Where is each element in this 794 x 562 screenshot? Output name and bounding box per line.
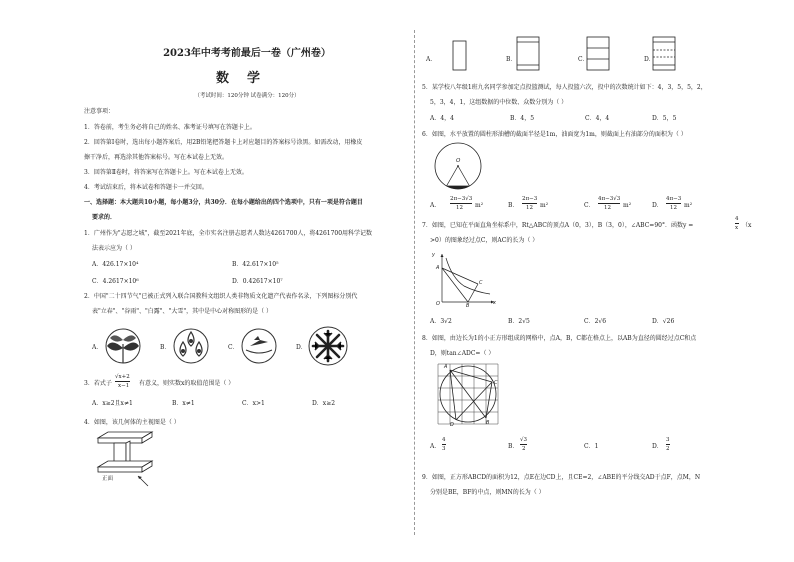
oil-tank-figure bbox=[434, 142, 484, 192]
q3-option-d: D．x≥2 bbox=[312, 400, 336, 407]
bird-icon bbox=[238, 326, 280, 366]
q6-option-a-num: 2π−3√3 bbox=[450, 196, 473, 202]
q8-option-a-num: 4 bbox=[442, 437, 446, 443]
q8-option-b-label: B． bbox=[508, 443, 519, 450]
section1-line2: 要求的． bbox=[92, 214, 117, 221]
q8-point-d-label: D bbox=[450, 422, 454, 428]
q6-option-b-label: B． bbox=[508, 202, 519, 209]
q7-line1: 7．如图，已知在平面直角坐标系中，Rt△ABC的顶点A（0，3），B（3，0），∠ABC=90°．函数y = bbox=[422, 222, 694, 229]
note-2-cont: 擦干净后，再选涂其他答案标号。写在本试卷上无效。 bbox=[84, 154, 229, 161]
q5-option-d: D．5，5 bbox=[652, 115, 677, 122]
q8-option-b-den: 2 bbox=[522, 446, 526, 452]
x-axis-label: x bbox=[493, 300, 496, 306]
q6-line1: 6．如图，水平放置的圆柱形油槽的截面半径是1m，油面宽为1m，则截面上有油部分的面积为（ ） bbox=[422, 131, 687, 138]
q7-option-d: D．√26 bbox=[652, 318, 675, 325]
point-c-label: C bbox=[479, 280, 483, 286]
q6-option-c-label: C． bbox=[584, 202, 595, 209]
exam-title: 2023年中考考前最后一卷（广州卷） bbox=[163, 48, 331, 59]
q8-option-d-den: 2 bbox=[666, 446, 670, 452]
subject-title: 数学 bbox=[215, 71, 278, 86]
q5-line1: 5．某学校八年级1班九名同学参加定点投篮测试，每人投篮六次，投中的次数统计如下：4，3，5，5，2， bbox=[422, 84, 707, 91]
time-info: （考试时间：120分钟 试卷满分：120分） bbox=[194, 93, 300, 99]
note-2: 2．回答第Ⅰ卷时，选出每小题答案后，用2B铅笔把答题卡上对应题目的答案标号涂黑。如需改动，用橡皮 bbox=[84, 139, 363, 146]
q1-line2: 法表示应为（ ） bbox=[92, 245, 136, 252]
column-divider bbox=[414, 30, 415, 535]
q7-option-c: C．2√6 bbox=[584, 318, 607, 325]
q8-line1: 8．如图，由边长为1的小正方形组成的网格中，点A，B，C都在格点上，以AB为直径的圆经过点C和点 bbox=[422, 335, 697, 342]
q5-option-b: B．4，5 bbox=[510, 115, 535, 122]
q7-line1-tail: （x bbox=[742, 222, 752, 229]
q4-option-d-shape bbox=[652, 36, 678, 72]
q6-option-b-den: 12 bbox=[526, 205, 533, 211]
q2-label-b: B． bbox=[160, 344, 171, 351]
q5-line2: 5，3，4，1，这组数据的中位数、众数分别为（ ） bbox=[430, 99, 568, 106]
q5-option-a: A．4，4 bbox=[430, 115, 454, 122]
note-3: 3．回答第Ⅱ卷时，将答案写在答题卡上。写在本试卷上无效。 bbox=[84, 169, 248, 176]
q3-option-c: C．x>1 bbox=[242, 400, 265, 407]
q2-label-c: C． bbox=[228, 344, 239, 351]
q3-option-b: B．x≠1 bbox=[172, 400, 195, 407]
q2-line1: 2．中国"二十四节气"已被正式列入联合国教科文组织人类非物质文化遗产代表作名录，下列图标分别代 bbox=[84, 293, 358, 300]
q3-option-a: A．x≥2且x≠1 bbox=[92, 400, 133, 407]
q8-point-a-label: A bbox=[444, 364, 448, 370]
q2-label-a: A． bbox=[92, 344, 103, 351]
snowflake-icon bbox=[306, 324, 350, 368]
q4-option-b-shape bbox=[516, 36, 542, 72]
q9-line2: 分别是BE，BF的中点，则MN的长为（ ） bbox=[430, 489, 545, 496]
q7-option-a: A．3√2 bbox=[430, 318, 452, 325]
q3-numerator: √x+2 bbox=[115, 374, 130, 380]
q6-option-b-num: 2π−3 bbox=[522, 196, 538, 202]
q4-line1: 4．如图，该几何体的主视图是（ ） bbox=[84, 419, 180, 426]
q3-denominator: x−1 bbox=[118, 383, 130, 389]
notes-heading: 注意事项： bbox=[84, 108, 115, 115]
q8-option-d-num: 3 bbox=[666, 437, 670, 443]
q5-option-c: C．4，4 bbox=[585, 115, 610, 122]
point-b-label: B bbox=[466, 303, 470, 309]
q8-option-d-label: D． bbox=[652, 443, 663, 450]
q6-option-a-den: 12 bbox=[456, 205, 463, 211]
section1-line1: 一、选择题：本大题共10小题，每小题3分，共30分．在每小题给出的四个选项中，只有一项是符合题目 bbox=[84, 199, 363, 206]
q6-option-b-unit: m² bbox=[540, 202, 549, 209]
raindrop-icon bbox=[170, 326, 212, 366]
q1-line1: 1．广州作为"志愿之城"，截至2021年底，全市实名注册志愿者人数达4261700人，将4261700用科学记数 bbox=[84, 230, 373, 237]
q4-option-a-label: A． bbox=[426, 56, 437, 63]
q8-line2: D，则tan∠ADC=（ ） bbox=[430, 350, 495, 357]
q6-option-d-den: 12 bbox=[670, 205, 677, 211]
q4-option-c-label: C． bbox=[578, 56, 589, 63]
q9-line1: 9．如图，正方形ABCD的面积为12，点E在边CD上，且CE=2，∠ABE的平分线交AD于点F，点M，N bbox=[422, 474, 701, 481]
q8-option-a-label: A． bbox=[430, 443, 441, 450]
leaf-icon bbox=[102, 326, 144, 366]
q6-option-d-num: 4π−3 bbox=[666, 196, 682, 202]
q6-option-d-label: D． bbox=[652, 202, 663, 209]
q6-option-c-den: 12 bbox=[604, 205, 611, 211]
q4-option-d-label: D． bbox=[644, 56, 655, 63]
q6-option-c-unit: m² bbox=[623, 202, 632, 209]
q1-option-b: B．42.617×10⁵ bbox=[232, 261, 279, 268]
q4-option-a-shape bbox=[452, 40, 468, 72]
q7-frac-den: x bbox=[735, 225, 739, 231]
q6-option-c-num: 4π−3√3 bbox=[598, 196, 621, 202]
q8-point-c-label: C bbox=[494, 380, 498, 386]
point-a-label: A bbox=[436, 265, 440, 271]
grid-circle-figure bbox=[436, 362, 502, 428]
q1-option-d: D．0.42617×10⁷ bbox=[232, 278, 283, 285]
q8-option-a-den: 3 bbox=[442, 446, 446, 452]
q3-suffix: 有意义，则实数x的取值范围是（ ） bbox=[139, 380, 235, 387]
q6-option-a-unit: m² bbox=[475, 202, 484, 209]
origin-label: O bbox=[436, 301, 440, 307]
q8-option-b-num: √3 bbox=[520, 437, 528, 443]
note-1: 1．答卷前，考生务必将自己的姓名、准考证号填写在答题卡上。 bbox=[84, 124, 256, 131]
q4-option-c-shape bbox=[586, 36, 612, 72]
q8-option-c: C．1 bbox=[584, 443, 599, 450]
center-label-o: O bbox=[456, 158, 461, 164]
front-view-label: 正面 bbox=[102, 476, 114, 482]
q7-frac-num: 4 bbox=[735, 216, 739, 222]
q1-option-c: C．4.2617×10⁶ bbox=[92, 278, 139, 285]
q2-line2: 表"立春"、"谷雨"、"白露"、"大雪"，其中是中心对称图形的是（ ） bbox=[92, 308, 272, 315]
q8-point-b-label: B bbox=[486, 420, 490, 426]
q1-option-a: A．426.17×10⁴ bbox=[92, 261, 139, 268]
q7-option-b: B．2√5 bbox=[508, 318, 530, 325]
q6-option-a-label: A． bbox=[430, 202, 441, 209]
q3-prefix: 3．若式子 bbox=[84, 380, 112, 387]
coordinate-figure bbox=[434, 250, 498, 306]
q2-label-d: D． bbox=[296, 344, 307, 351]
q4-option-b-label: B． bbox=[506, 56, 517, 63]
q7-line2: >0）的图象经过点C，则AC的长为（ ） bbox=[430, 237, 539, 244]
y-axis-label: y bbox=[432, 252, 435, 258]
q6-option-d-unit: m² bbox=[684, 202, 693, 209]
note-4: 4．考试结束后，将本试卷和答题卡一并交回。 bbox=[84, 184, 208, 191]
